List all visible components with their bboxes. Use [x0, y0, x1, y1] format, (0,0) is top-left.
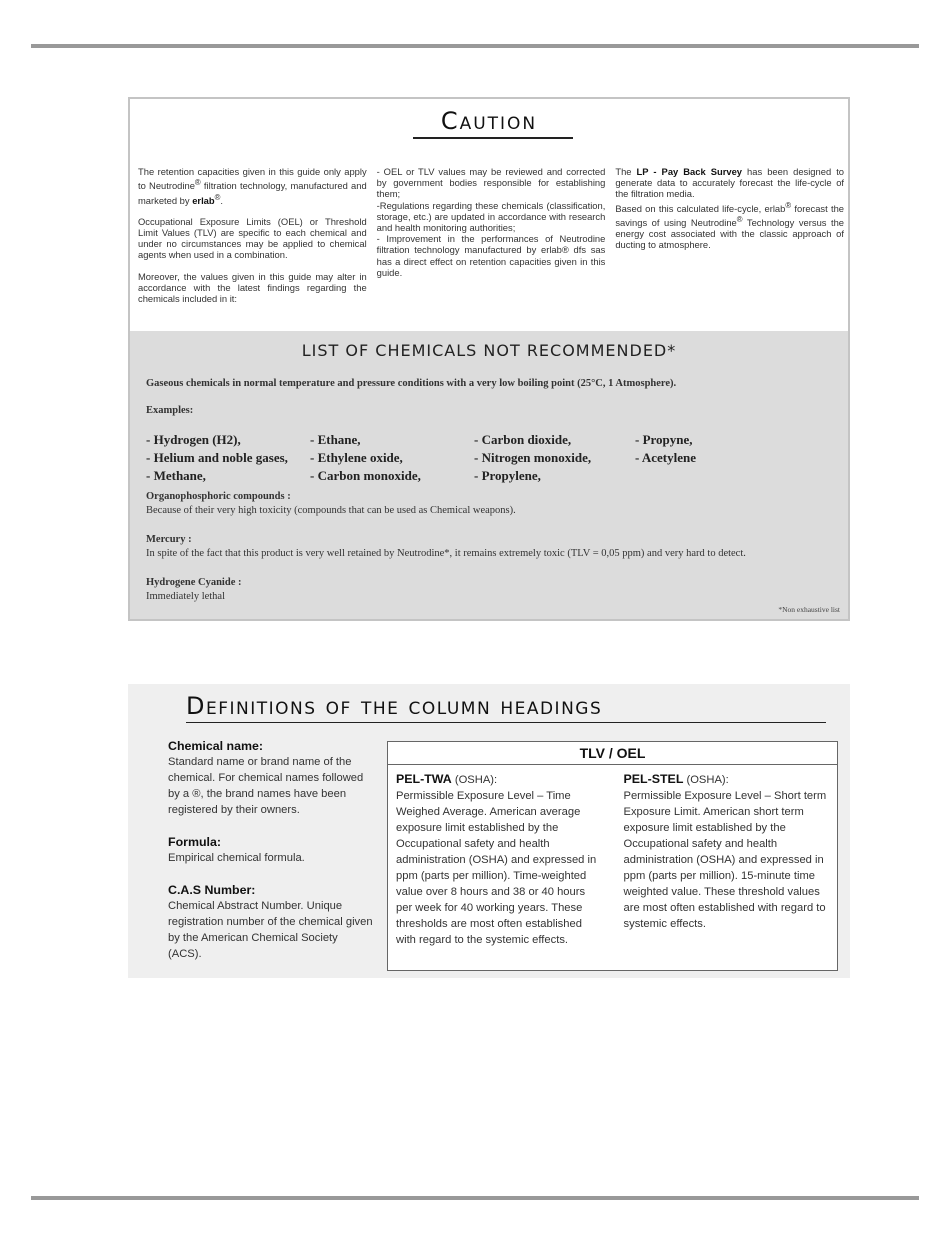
not-recommended-panel: [130, 331, 848, 619]
tlv-columns: [388, 765, 837, 948]
caution-col1-p3: Moreover, the values given in this guide may alter in accordance with the latest findings regarding the chemicals included in it:: [138, 270, 367, 305]
bottom-rule: [31, 1196, 919, 1200]
text: has been designed to generate data to accurately forecast the life-cycle of the filtration media.: [615, 166, 845, 200]
pel-stel-suffix: (OSHA):: [683, 774, 729, 786]
not-recommended-title: LIST OF CHEMICALS NOT RECOMMENDED*: [301, 341, 677, 360]
formula-heading: Formula:: [168, 835, 222, 849]
lp-survey-name: LP - Pay Back Survey: [636, 166, 743, 177]
pel-twa-heading: [396, 771, 604, 788]
organo-heading: Organophosphoric compounds :: [146, 491, 291, 502]
list-item: [635, 468, 765, 484]
definitions-underline: [186, 722, 826, 723]
pel-twa-col: [396, 771, 604, 948]
definitions-left: [168, 738, 373, 962]
pel-stel-heading: [624, 771, 832, 788]
list-item: - Carbon dioxide,: [474, 432, 572, 447]
pel-stel-text: Permissible Exposure Level – Short term Exposure Limit. American short term exposure limit established by the Occupational safety and health administration (OSHA) and expressed in ppm (parts per million). 15-minute time weighted value. These threshold values are most often established with regard to systemic effects.: [623, 790, 827, 930]
examples-label: Examples:: [146, 405, 194, 416]
brand: erlab: [192, 194, 215, 206]
non-exhaustive-note: *Non exhaustive list: [778, 605, 840, 614]
caution-col2-p3: - Improvement in the performances of Neutrodine filtration technology manufactured by erlab® dfs sas has a direct effect on retention capacities given in this guide.: [376, 233, 606, 278]
caution-columns: [138, 166, 844, 314]
text: forecast the savings of using Neutrodine: [615, 202, 845, 229]
caution-underline: [413, 137, 573, 139]
cas-text: Chemical Abstract Number. Unique registration number of the chemical given by the American Chemical Society (ACS).: [168, 900, 373, 960]
caution-title: Caution: [440, 107, 538, 135]
mercury-heading: Mercury :: [146, 534, 192, 545]
pel-stel-label: PEL-STEL: [623, 772, 684, 786]
text: The: [615, 166, 637, 177]
caution-col2-p2: -Regulations regarding these chemicals (classification, storage, etc.) are updated in accordance with research and health monitoring authorities;: [376, 199, 606, 234]
caution-col-2: [377, 166, 606, 314]
pel-twa-label: PEL-TWA: [396, 772, 452, 786]
definitions-title: Definitions of the column headings: [186, 692, 603, 720]
list-item: - Carbon monoxide,: [310, 468, 421, 483]
list-item: - Ethane,: [310, 432, 361, 447]
list-item: - Methane,: [146, 468, 206, 483]
caution-col2-p1: - OEL or TLV values may be reviewed and corrected by government bodies responsible for establishing them;: [376, 166, 606, 200]
text: filtration technology, manufactured and marketed by: [138, 180, 367, 206]
pel-twa-suffix: (OSHA):: [451, 774, 498, 786]
definitions-box: [128, 684, 850, 978]
chemical-name-heading: Chemical name:: [168, 739, 264, 753]
caution-col1-p2: Occupational Exposure Limits (OEL) or Threshold Limit Values (TLV) are specific to each chemical and under no circumstances may be applied to chemical agents when used in a combination.: [138, 215, 367, 261]
cyanide-text: Immediately lethal: [146, 591, 226, 602]
list-item: - Nitrogen monoxide,: [474, 450, 592, 465]
caution-col3-p2: Based on this calculated life-cycle, erlab® forecast the savings of using Neutrodine® Technology versus the energy cost associated with the classic approach of ducting to atmosphere.: [615, 200, 845, 251]
tlv-oel-title: TLV / OEL: [388, 742, 837, 765]
caution-col-3: [615, 166, 844, 314]
chemical-name-text: Standard name or brand name of the chemical. For chemical names followed by a ®, the brand names have been registered by their owners.: [168, 756, 364, 816]
mercury-text: In spite of the fact that this product is very well retained by Neutrodine*, it remains extremely toxic (TLV = 0,05 ppm) and very hard to detect.: [146, 548, 746, 559]
text: The retention capacities given in this guide only apply to Neutrodine: [138, 166, 367, 192]
text: Technology versus the energy cost associated with the classic approach of ducting to atmosphere.: [615, 217, 845, 251]
gaseous-intro: Gaseous chemicals in normal temperature and pressure conditions with a very low boiling point (25°C, 1 Atmosphere).: [146, 378, 677, 389]
list-item: - Propyne,: [635, 432, 693, 447]
organo-text: Because of their very high toxicity (compounds that can be used as Chemical weapons).: [146, 505, 516, 516]
chemical-list: [146, 432, 766, 484]
list-item: - Ethylene oxide,: [310, 450, 403, 465]
list-item: - Propylene,: [474, 468, 541, 483]
tlv-oel-box: [387, 741, 838, 971]
cyanide-heading: Hydrogene Cyanide :: [146, 577, 242, 588]
caution-col-1: [138, 166, 367, 314]
list-item: - Acetylene: [635, 450, 697, 465]
top-rule: [31, 44, 919, 48]
caution-col1-p1: The retention capacities given in this guide only apply to Neutrodine® filtration technology, manufactured and marketed by erlab®.: [138, 166, 367, 206]
caution-box: [128, 97, 850, 621]
pel-stel-col: [624, 771, 832, 948]
caution-col3-p1: [615, 166, 844, 200]
text: Based on this calculated life-cycle, erlab: [615, 202, 786, 214]
cas-heading: C.A.S Number:: [168, 883, 256, 897]
list-item: - Helium and noble gases,: [146, 450, 288, 465]
formula-text: Empirical chemical formula.: [168, 852, 305, 864]
list-item: - Hydrogen (H2),: [146, 432, 241, 447]
pel-twa-text: Permissible Exposure Level – Time Weighed Average. American average exposure limit established by the Occupational safety and health administration (OSHA) and expressed in ppm (parts per million). Time-weighted value over 8 hours and 38 or 40 hours per week for 40 working years. These thresholds are most often established with regard to the systemic effects.: [396, 790, 597, 946]
